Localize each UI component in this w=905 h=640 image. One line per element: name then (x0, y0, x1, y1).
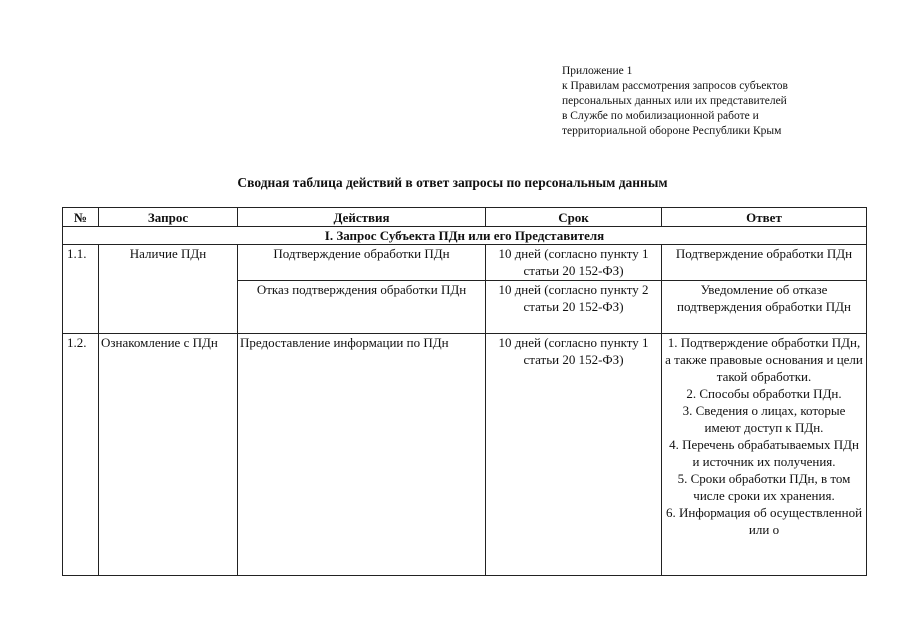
appendix-line: персональных данных или их представителей (562, 95, 787, 107)
table-header-row (63, 208, 867, 227)
action-cell: Предоставление информации по ПДн (238, 334, 486, 576)
answer-item: 2. Способы обработки ПДн. (686, 386, 842, 401)
action-cell: Отказ подтверждения обработки ПДн (238, 281, 486, 334)
appendix-line: Приложение 1 (562, 65, 633, 77)
answer-item: 4. Перечень обрабатываемых ПДн и источник их получения. (669, 437, 859, 469)
request-cell: Ознакомление с ПДн (99, 334, 238, 576)
appendix-note (562, 64, 788, 139)
answer-cell: Уведомление об отказе подтверждения обработки ПДн (662, 281, 867, 334)
header-request: Запрос (99, 208, 238, 227)
row-number: 1.1. (63, 245, 99, 334)
section-title: I. Запрос Субъекта ПДн или его Представителя (63, 227, 867, 245)
answer-item: 1. Подтверждение обработки ПДн, а также правовые основания и цели такой обработки. (665, 335, 863, 384)
table-row (63, 334, 867, 576)
header-term: Срок (486, 208, 662, 227)
header-number: № (63, 208, 99, 227)
document-title: Сводная таблица действий в ответ запросы по персональным данным (237, 175, 668, 190)
request-cell: Наличие ПДн (99, 245, 238, 334)
summary-table (62, 207, 867, 576)
table-row (63, 245, 867, 281)
appendix-line: к Правилам рассмотрения запросов субъектов (562, 80, 788, 92)
answer-cell: Подтверждение обработки ПДн (662, 245, 867, 281)
row-number: 1.2. (63, 334, 99, 576)
appendix-line: в Службе по мобилизационной работе и (562, 110, 759, 122)
header-answer: Ответ (662, 208, 867, 227)
answer-list-cell (662, 334, 867, 576)
answer-item: 3. Сведения о лицах, которые имеют доступ к ПДн. (682, 403, 846, 435)
answer-item: 6. Информация об осуществленной или о (665, 505, 863, 537)
term-cell: 10 дней (согласно пункту 2 статьи 20 152-ФЗ) (486, 281, 662, 334)
term-cell: 10 дней (согласно пункту 1 статьи 20 152-ФЗ) (486, 334, 662, 576)
answer-item: 5. Сроки обработки ПДн, в том числе сроки их хранения. (677, 471, 851, 503)
action-cell: Подтверждение обработки ПДн (238, 245, 486, 281)
section-row (63, 227, 867, 245)
term-cell: 10 дней (согласно пункту 1 статьи 20 152-ФЗ) (486, 245, 662, 281)
header-actions: Действия (238, 208, 486, 227)
appendix-line: территориальной обороне Республики Крым (562, 125, 782, 137)
